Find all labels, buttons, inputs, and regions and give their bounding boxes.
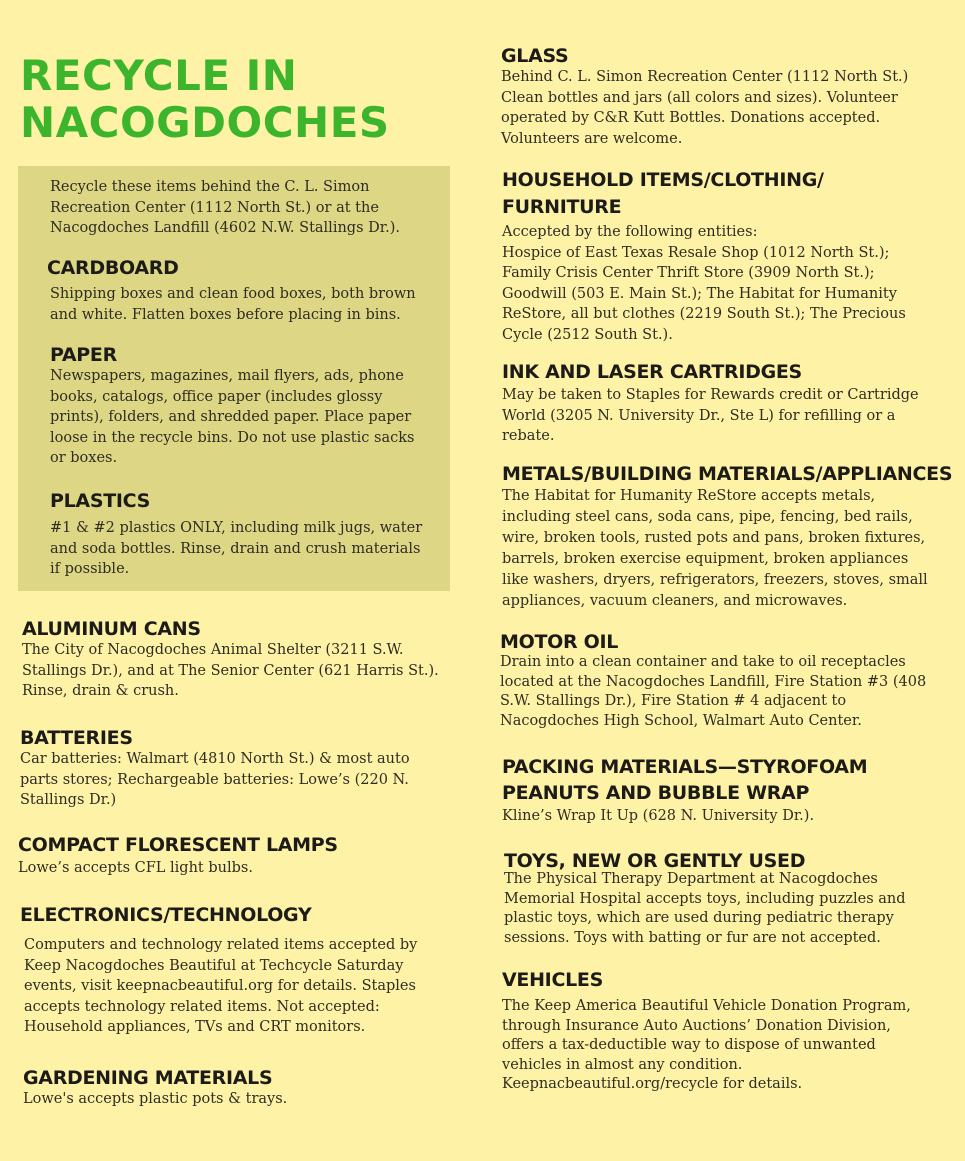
section-metals (502, 462, 952, 612)
section-heading: GLASS (501, 45, 569, 67)
section-body: Lowe's accepts plastic pots & trays. (23, 1091, 288, 1107)
intro-text: Recycle these items behind the C. L. Simon Recreation Center (1112 North St.) or at the Nacogdoches Landfill (4602 N.W. Stallings Dr.). (50, 179, 400, 236)
section-heading: ELECTRONICS/TECHNOLOGY (20, 904, 312, 926)
section-motor-oil (500, 630, 926, 731)
section-heading: PLASTICS (50, 490, 151, 512)
section-heading: METALS/BUILDING MATERIALS/APPLIANCES (502, 463, 953, 485)
section-heading: ALUMINUM CANS (22, 618, 201, 640)
section-heading: COMPACT FLORESCENT LAMPS (18, 834, 338, 856)
section-body: Newspapers, magazines, mail flyers, ads, phone books, catalogs, office paper (includes glossy prints), folders, and shredded paper. Place paper loose in the recycle bins. Do not use plastic sacks or boxes. (50, 368, 415, 466)
section-heading: BATTERIES (20, 727, 133, 749)
section-body: Car batteries: Walmart (4810 North St.) & most auto parts stores; Rechargeable batteries: Lowe’s (220 N. Stallings Dr.) (20, 751, 410, 808)
section-household-items (502, 167, 906, 345)
section-heading: VEHICLES (502, 969, 603, 991)
section-packing-materials (502, 754, 867, 827)
section-compact-florescent-lamps (18, 833, 338, 879)
section-heading: GARDENING MATERIALS (23, 1067, 273, 1089)
section-plastics (50, 489, 422, 580)
section-heading: PAPER (50, 344, 117, 366)
section-paper (50, 343, 414, 469)
section-vehicles (502, 968, 911, 1095)
section-heading: PACKING MATERIALS—STYROFOAM PEANUTS AND BUBBLE WRAP (502, 756, 868, 804)
section-body: Accepted by the following entities: Hospice of East Texas Resale Shop (1012 North St.); Family Crisis Center Thrift Store (3909 North St.); Goodwill (503 E. Main St.); The Habitat for Humanity ReStore, all but clothes (2219 South St.); The Precious Cycle (2512 South St.). (502, 224, 906, 343)
section-body: The Keep America Beautiful Vehicle Donation Program, through Insurance Auto Auctions’ Donation Division, offers a tax-deductible way to dispose of unwanted vehicles in almost any condition. Keepnacbeautiful.org/recycle for details. (502, 998, 911, 1092)
section-heading: INK AND LASER CARTRIDGES (502, 361, 802, 383)
section-body: May be taken to Staples for Rewards credit or Cartridge World (3205 N. University Dr., Ste L) for refilling or a rebate. (502, 387, 919, 444)
section-body: Drain into a clean container and take to oil receptacles located at the Nacogdoches Landfill, Fire Station #3 (408 S.W. Stallings Dr.), Fire Station # 4 adjacent to Nacogdoches High School, Walmart Auto Center. (500, 654, 927, 729)
section-cardboard (47, 256, 416, 325)
section-batteries (20, 726, 410, 811)
section-body: #1 & #2 plastics ONLY, including milk jugs, water and soda bottles. Rinse, drain and crush materials if possible. (50, 520, 423, 577)
section-heading: TOYS, NEW OR GENTLY USED (504, 850, 806, 872)
page-title: RECYCLE IN NACOGDOCHES (20, 51, 390, 147)
section-heading: MOTOR OIL (500, 631, 619, 653)
section-body: The Habitat for Humanity ReStore accepts metals, including steel cans, soda cans, pipe, fencing, bed rails, wire, broken tools, rusted pots and pans, broken fixtures, barrels, broken exercise equipment, broken appliances like washers, dryers, refrigerators, freezers, stoves, small appliances, vacuum cleaners, and microwaves. (502, 488, 928, 609)
section-aluminum-cans (22, 617, 439, 702)
section-toys (504, 849, 906, 948)
section-body: The Physical Therapy Department at Nacogdoches Memorial Hospital accepts toys, including puzzles and plastic toys, which are used during pediatric therapy sessions. Toys with batting or fur are not accepted. (504, 871, 906, 946)
section-gardening-materials (23, 1066, 287, 1110)
section-body: Kline’s Wrap It Up (628 N. University Dr.). (502, 808, 815, 824)
section-body: Shipping boxes and clean food boxes, both brown and white. Flatten boxes before placing in bins. (50, 286, 416, 323)
section-body: Computers and technology related items accepted by Keep Nacogdoches Beautiful at Techcycle Saturday events, visit keepnacbeautiful.org for details. Staples accepts technology related items. Not accepted: Household appliances, TVs and CRT monitors. (24, 937, 418, 1035)
section-electronics (20, 903, 417, 1038)
section-heading: HOUSEHOLD ITEMS/CLOTHING/ FURNITURE (502, 169, 824, 218)
section-glass (501, 44, 908, 149)
section-body: The City of Nacogdoches Animal Shelter (3211 S.W. Stallings Dr.), and at The Senior Center (621 Harris St.). Rinse, drain & crush. (22, 642, 439, 699)
section-body: Lowe’s accepts CFL light bulbs. (18, 860, 253, 876)
section-heading: CARDBOARD (47, 257, 179, 279)
section-ink-cartridges (502, 360, 919, 447)
section-body: Behind C. L. Simon Recreation Center (1112 North St.) Clean bottles and jars (all colors and sizes). Volunteer operated by C&R Kutt Bottles. Donations accepted. Volunteers are welcome. (501, 69, 909, 147)
